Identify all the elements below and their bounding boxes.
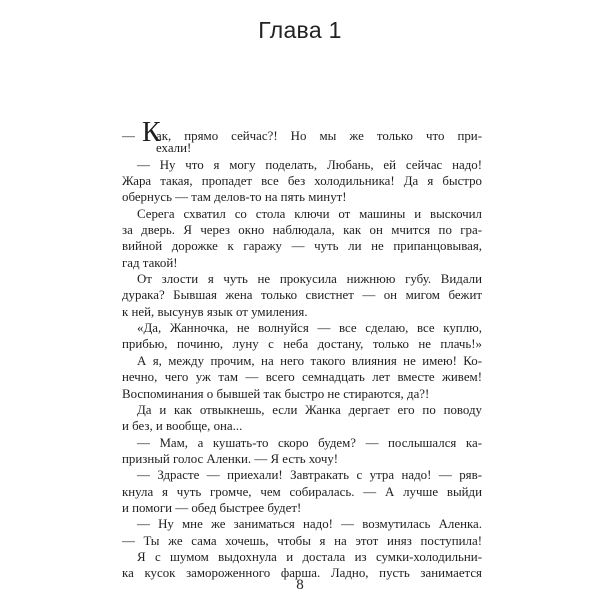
- opening-line: [122, 117, 482, 148]
- text-line: и без, и вообще, она...: [122, 419, 243, 434]
- text-line: Да и как отвыкнешь, если Жанка дергает его по поводу: [137, 402, 482, 417]
- text-line: — Ты же сама хочешь, чтобы я на этот иняз поступила!: [122, 533, 482, 548]
- text-line: дурака? Бывшая жена только свистнет — он мигом бежит: [122, 288, 482, 303]
- text-line: — Здрасте — приехали! Завтракать с утра надо! — ряв-: [137, 468, 482, 483]
- text-lines: [122, 157, 482, 582]
- text-line: Воспоминания о бывшей так быстро не стираются, да?!: [122, 386, 430, 401]
- text-line: Жара такая, пропадет все без холодильника! Да я быстро: [122, 174, 482, 189]
- text-line: вийной дорожке к гаражу — чуть ли не припанцовывая,: [122, 239, 482, 254]
- opening-line-text: ак, прямо сейчас?! Но мы же только что при-: [156, 129, 482, 143]
- text-line: и помоги — обед быстрее будет!: [122, 500, 302, 515]
- body-text: [122, 117, 482, 582]
- text-line: А я, между прочим, на него такого влияния не имею! Ко-: [137, 353, 482, 368]
- text-line: гад такой!: [122, 255, 178, 270]
- text-line: призный голос Аленки. — Я есть хочу!: [122, 451, 339, 466]
- chapter-title: Глава 1: [258, 17, 342, 43]
- text-line: «Да, Жанночка, не волнуйся — все сделаю, все куплю,: [137, 321, 482, 336]
- opening-line-continuation: ехали!: [156, 141, 192, 156]
- text-line: — Мам, а кушать-то скоро будем? — послышался ка-: [137, 435, 482, 450]
- drop-cap: К: [142, 117, 161, 148]
- text-line: — Ну мне же заниматься надо! — возмутилась Аленка.: [137, 517, 482, 532]
- text-line: — Ну что я могу поделать, Любань, ей сейчас надо!: [137, 157, 482, 172]
- text-line: прибью, починю, луну с неба достану, только не плачь!»: [122, 337, 482, 352]
- text-line: обернусь — там делов-то на пять минут!: [122, 190, 347, 205]
- text-line: ка кусок замороженного фарша. Ладно, пусть занимается: [122, 566, 482, 581]
- text-line: Серега схватил со стола ключи от машины и выскочил: [137, 206, 482, 221]
- page-number: 8: [296, 577, 304, 593]
- opening-dash: —: [122, 129, 135, 143]
- text-line: нечно, чего уж там — всего семнадцать лет вместе живем!: [122, 370, 482, 385]
- text-line: к ней, высунув язык от умиления.: [122, 304, 308, 319]
- text-line: От злости я чуть не прокусила нижнюю губу. Видали: [137, 272, 482, 287]
- text-line: кнула я чуть громче, чем собиралась. — А лучше выйди: [122, 484, 482, 499]
- text-line: Я с шумом выдохнула и достала из сумки-холодильни-: [137, 549, 482, 564]
- text-line: за дверь. Я через окно наблюдала, как он мчится по гра-: [122, 223, 482, 238]
